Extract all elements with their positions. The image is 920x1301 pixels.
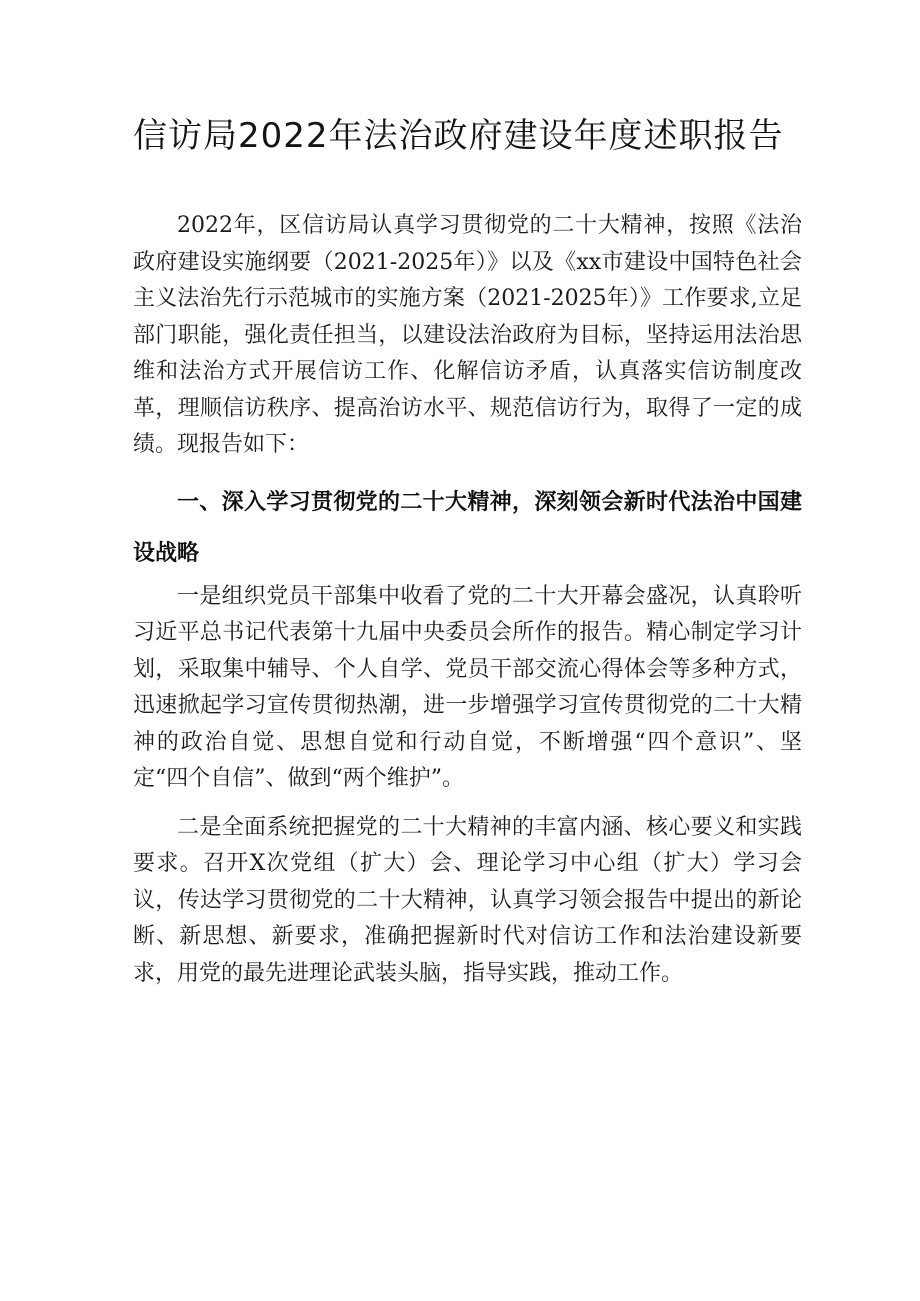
document-body bbox=[133, 208, 802, 992]
document-title: 信访局2022年法治政府建设年度述职报告 bbox=[133, 116, 784, 156]
intro-paragraph: 2022年，区信访局认真学习贯彻党的二十大精神，按照《法治政府建设实施纲要（2021-2025年）》以及《xx市建设中国特色社会主义法治先行示范城市的实施方案（2021-2025年）》工作要求,立足部门职能，强化责任担当，以建设法治政府为目标，坚持运用法治思维和法治方式开展信访工作、化解信访矛盾，认真落实信访制度改革，理顺信访秩序、提高治访水平、规范信访行为，取得了一定的成绩。现报告如下： bbox=[133, 213, 802, 457]
body-paragraph-1: 一是组织党员干部集中收看了党的二十大开幕会盛况，认真聆听习近平总书记代表第十九届中央委员会所作的报告。精心制定学习计划，采取集中辅导、个人自学、党员干部交流心得体会等多种方式，迅速掀起学习宣传贯彻热潮，进一步增强学习宣传贯彻党的二十大精神的政治自觉、思想自觉和行动自觉，不断增强“四个意识”、坚定“四个自信”、做到“两个维护”。 bbox=[133, 583, 802, 791]
body-paragraph-2: 二是全面系统把握党的二十大精神的丰富内涵、核心要义和实践要求。召开X次党组（扩大）会、理论学习中心组（扩大）学习会议，传达学习贯彻党的二十大精神，认真学习领会报告中提出的新论断、新思想、新要求，准确把握新时代对信访工作和法治建设新要求，用党的最先进理论武装头脑，指导实践，推动工作。 bbox=[133, 814, 802, 986]
section-heading: 一、深入学习贯彻党的二十大精神，深刻领会新时代法治中国建设战略 bbox=[133, 489, 802, 566]
